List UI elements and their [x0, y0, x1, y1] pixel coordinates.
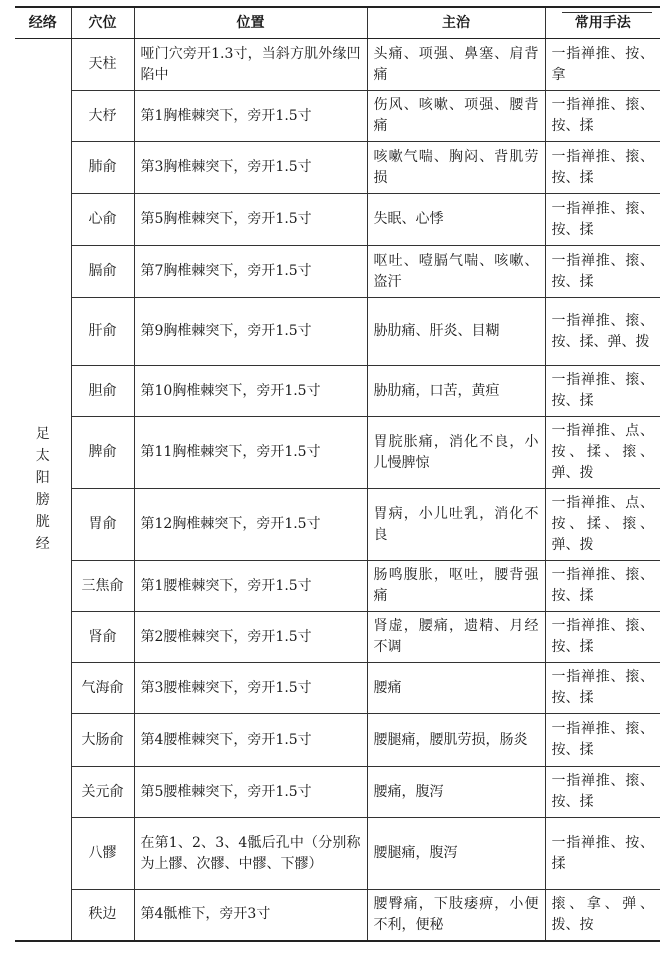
technique-cell: 一指禅推、㨰、按、揉: [545, 142, 660, 194]
page: [15, 6, 660, 942]
indication-cell: 肾虚，腰痛，遗精、月经不调: [367, 612, 545, 663]
technique-cell: 一指禅推、㨰、按、揉: [545, 246, 660, 298]
location-cell: 第2腰椎棘突下，旁开1.5寸: [134, 612, 367, 663]
table-row: [15, 246, 660, 298]
point-cell: 三焦俞: [71, 561, 134, 612]
technique-cell: 一指禅推、㨰、按、揉: [545, 561, 660, 612]
table-row: [15, 714, 660, 767]
location-cell: 第1腰椎棘突下，旁开1.5寸: [134, 561, 367, 612]
table-row: [15, 39, 660, 91]
location-cell: 第3胸椎棘突下，旁开1.5寸: [134, 142, 367, 194]
location-cell: 第4骶椎下，旁开3寸: [134, 890, 367, 941]
header-point: 穴位: [71, 7, 134, 39]
point-cell: 气海俞: [71, 663, 134, 714]
technique-cell: 一指禅推、按、拿: [545, 39, 660, 91]
location-cell: 第10胸椎棘突下，旁开1.5寸: [134, 366, 367, 417]
point-cell: 心俞: [71, 194, 134, 246]
table-body: [15, 39, 660, 941]
table-row: [15, 489, 660, 561]
table-row: [15, 194, 660, 246]
header-location: 位置: [134, 7, 367, 39]
technique-cell: 一指禅推、㨰、按、揉: [545, 714, 660, 767]
point-cell: 胆俞: [71, 366, 134, 417]
location-cell: 第7胸椎棘突下，旁开1.5寸: [134, 246, 367, 298]
table-row: [15, 767, 660, 818]
indication-cell: 腰腿痛，腹泻: [367, 818, 545, 890]
technique-cell: 一指禅推、㨰、按、揉: [545, 663, 660, 714]
header-indication: 主治: [367, 7, 545, 39]
location-cell: 第1胸椎棘突下，旁开1.5寸: [134, 91, 367, 142]
indication-cell: 腰痛，腹泻: [367, 767, 545, 818]
table-row: [15, 890, 660, 941]
location-cell: 第11胸椎棘突下，旁开1.5寸: [134, 417, 367, 489]
point-cell: 脾俞: [71, 417, 134, 489]
meridian-cell: [15, 39, 71, 941]
indication-cell: 胁肋痛、肝炎、目糊: [367, 298, 545, 366]
point-cell: 肾俞: [71, 612, 134, 663]
indication-cell: 腰腿痛，腰肌劳损，肠炎: [367, 714, 545, 767]
indication-cell: 头痛、项强、鼻塞、肩背痛: [367, 39, 545, 91]
technique-cell: 一指禅推、点、按、揉、㨰、弹、拨: [545, 489, 660, 561]
indication-cell: 胃脘胀痛，消化不良，小儿慢脾惊: [367, 417, 545, 489]
point-cell: 八髎: [71, 818, 134, 890]
header-technique: 常用手法: [545, 7, 660, 39]
indication-cell: 失眠、心悸: [367, 194, 545, 246]
point-cell: 大肠俞: [71, 714, 134, 767]
location-cell: 第9胸椎棘突下，旁开1.5寸: [134, 298, 367, 366]
point-cell: 关元俞: [71, 767, 134, 818]
indication-cell: 伤风、咳嗽、项强、腰背痛: [367, 91, 545, 142]
location-cell: 第5腰椎棘突下，旁开1.5寸: [134, 767, 367, 818]
table-row: [15, 612, 660, 663]
table-row: [15, 91, 660, 142]
point-cell: 天柱: [71, 39, 134, 91]
indication-cell: 肠鸣腹胀，呕吐，腰背强痛: [367, 561, 545, 612]
location-cell: 哑门穴旁开1.3寸，当斜方肌外缘凹陷中: [134, 39, 367, 91]
technique-cell: 一指禅推、㨰、按、揉: [545, 366, 660, 417]
point-cell: 胃俞: [71, 489, 134, 561]
meridian-name: 足太阳膀胱经: [35, 426, 50, 553]
table-row: [15, 417, 660, 489]
location-cell: 在第1、2、3、4骶后孔中（分别称为上髎、次髎、中髎、下髎）: [134, 818, 367, 890]
table-row: [15, 663, 660, 714]
point-cell: 膈俞: [71, 246, 134, 298]
header-rule: [562, 6, 652, 13]
point-cell: 秩边: [71, 890, 134, 941]
technique-cell: 一指禅推、点、按、揉、㨰、弹、拨: [545, 417, 660, 489]
indication-cell: 咳嗽气喘、胸闷、背肌劳损: [367, 142, 545, 194]
technique-cell: 一指禅推、㨰、按、揉: [545, 767, 660, 818]
table-row: [15, 818, 660, 890]
point-cell: 肺俞: [71, 142, 134, 194]
table-row: [15, 298, 660, 366]
acupoint-table: [15, 6, 660, 942]
indication-cell: 腰痛: [367, 663, 545, 714]
point-cell: 肝俞: [71, 298, 134, 366]
location-cell: 第12胸椎棘突下，旁开1.5寸: [134, 489, 367, 561]
technique-cell: 一指禅推、㨰、按、揉: [545, 194, 660, 246]
indication-cell: 腰臀痛，下肢痿痹，小便不利，便秘: [367, 890, 545, 941]
technique-cell: 一指禅推、㨰、按、揉、弹、拨: [545, 298, 660, 366]
technique-cell: 㨰、拿、弹、拨、按: [545, 890, 660, 941]
location-cell: 第5胸椎棘突下，旁开1.5寸: [134, 194, 367, 246]
indication-cell: 胃病，小儿吐乳，消化不良: [367, 489, 545, 561]
point-cell: 大杼: [71, 91, 134, 142]
technique-cell: 一指禅推、㨰、按、揉: [545, 612, 660, 663]
table-row: [15, 366, 660, 417]
technique-cell: 一指禅推、按、揉: [545, 818, 660, 890]
indication-cell: 呕吐、噎膈气喘、咳嗽、盗汗: [367, 246, 545, 298]
indication-cell: 胁肋痛，口苦，黄疸: [367, 366, 545, 417]
table-row: [15, 561, 660, 612]
table-row: [15, 142, 660, 194]
location-cell: 第4腰椎棘突下，旁开1.5寸: [134, 714, 367, 767]
technique-cell: 一指禅推、㨰、按、揉: [545, 91, 660, 142]
location-cell: 第3腰椎棘突下，旁开1.5寸: [134, 663, 367, 714]
header-meridian: 经络: [15, 7, 71, 39]
